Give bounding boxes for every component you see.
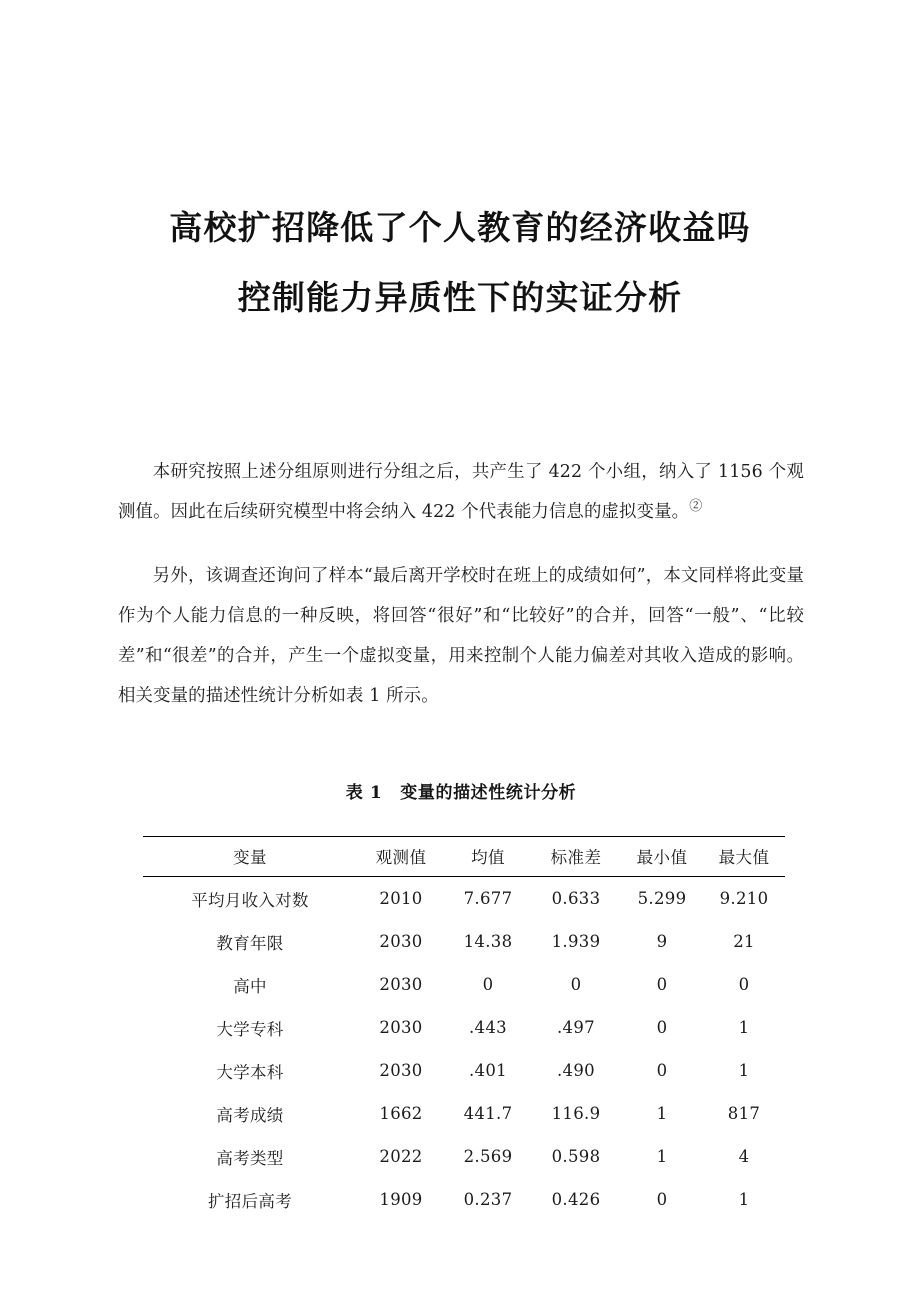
cell-mean: 0.237 xyxy=(463,1190,513,1209)
cell-std-dev: .497 xyxy=(557,1018,595,1037)
cell-maximum: 1 xyxy=(738,1190,750,1209)
cell-variable: 教育年限 xyxy=(216,933,284,953)
cell-std-dev: 116.9 xyxy=(551,1104,601,1123)
body-text-area xyxy=(118,452,804,716)
table-row xyxy=(143,877,785,921)
table-header xyxy=(143,837,785,877)
cell-std-dev: 0 xyxy=(570,975,582,994)
cell-variable: 平均月收入对数 xyxy=(191,890,309,910)
paragraph-2-text: 另外，该调查还询问了样本“最后离开学校时在班上的成绩如何”，本文同样将此变量作为个人能力信息的一种反映，将回答“很好”和“比较好”的合并，回答“一般”、“比较差”和“很差”的合并，产生一个虚拟变量，用来控制个人能力偏差对其收入造成的影响。相关变量的描述性统计分析如表 1 所示。 xyxy=(118,566,804,706)
cell-maximum: 0 xyxy=(738,975,750,994)
table-row xyxy=(143,1092,785,1135)
cell-observations: 2030 xyxy=(379,975,423,994)
cell-maximum: 4 xyxy=(738,1147,750,1166)
cell-variable: 大学专科 xyxy=(216,1019,284,1039)
descriptive-statistics-table-wrapper xyxy=(143,836,785,1221)
cell-variable: 高中 xyxy=(233,976,267,996)
cell-observations: 1909 xyxy=(379,1190,423,1209)
column-header-std-dev: 标准差 xyxy=(531,837,621,877)
cell-observations: 2030 xyxy=(379,1018,423,1037)
cell-mean: 0 xyxy=(482,975,494,994)
cell-mean: .401 xyxy=(469,1061,507,1080)
column-header-maximum: 最大值 xyxy=(703,837,785,877)
table-caption-title: 变量的描述性统计分析 xyxy=(400,783,577,803)
column-header-mean: 均值 xyxy=(445,837,531,877)
cell-minimum: 0 xyxy=(656,975,668,994)
cell-mean: 14.38 xyxy=(463,932,513,951)
table-row xyxy=(143,1178,785,1221)
table-header-row xyxy=(143,837,785,877)
cell-minimum: 9 xyxy=(656,932,668,951)
table-row xyxy=(143,1006,785,1049)
cell-variable: 大学本科 xyxy=(216,1062,284,1082)
title-line-subtitle: 控制能力异质性下的实证分析 xyxy=(237,278,683,317)
table-caption xyxy=(118,778,804,803)
cell-minimum: 0 xyxy=(656,1190,668,1209)
cell-observations: 2030 xyxy=(379,1061,423,1080)
cell-maximum: 1 xyxy=(738,1018,750,1037)
cell-observations: 2030 xyxy=(379,932,423,951)
descriptive-statistics-table xyxy=(143,836,785,1221)
cell-std-dev: 0.426 xyxy=(551,1190,601,1209)
table-row xyxy=(143,1049,785,1092)
cell-mean: 441.7 xyxy=(463,1104,513,1123)
cell-maximum: 21 xyxy=(733,932,755,951)
column-header-minimum: 最小值 xyxy=(621,837,703,877)
cell-observations: 1662 xyxy=(379,1104,423,1123)
table-row xyxy=(143,963,785,1006)
paragraph-1-text: 本研究按照上述分组原则进行分组之后，共产生了 422 个小组，纳入了 1156 个观测值。因此在后续研究模型中将会纳入 422 个代表能力信息的虚拟变量。 xyxy=(118,462,804,522)
paragraph-2 xyxy=(118,556,804,716)
cell-observations: 2010 xyxy=(379,889,423,908)
footnote-reference-2: ② xyxy=(689,499,703,515)
cell-maximum: 817 xyxy=(727,1104,761,1123)
cell-std-dev: 0.633 xyxy=(551,889,601,908)
title-line-primary: 高校扩招降低了个人教育的经济收益吗 xyxy=(169,208,751,247)
cell-minimum: 0 xyxy=(656,1061,668,1080)
cell-std-dev: 1.939 xyxy=(551,932,601,951)
cell-std-dev: .490 xyxy=(557,1061,595,1080)
cell-variable: 高考类型 xyxy=(216,1148,284,1168)
cell-maximum: 1 xyxy=(738,1061,750,1080)
cell-minimum: 1 xyxy=(656,1147,668,1166)
table-caption-label: 表 1 xyxy=(345,783,383,803)
cell-variable: 扩招后高考 xyxy=(208,1191,292,1211)
cell-minimum: 5.299 xyxy=(637,889,687,908)
document-title xyxy=(100,196,820,330)
cell-mean: .443 xyxy=(469,1018,507,1037)
cell-observations: 2022 xyxy=(379,1147,423,1166)
cell-minimum: 0 xyxy=(656,1018,668,1037)
paragraph-1 xyxy=(118,452,804,532)
cell-mean: 7.677 xyxy=(463,889,513,908)
table-row xyxy=(143,1135,785,1178)
table-body xyxy=(143,877,785,1222)
cell-mean: 2.569 xyxy=(463,1147,513,1166)
cell-minimum: 1 xyxy=(656,1104,668,1123)
table-row xyxy=(143,920,785,963)
cell-std-dev: 0.598 xyxy=(551,1147,601,1166)
cell-variable: 高考成绩 xyxy=(216,1105,284,1125)
column-header-variable: 变量 xyxy=(143,837,357,877)
column-header-observations: 观测值 xyxy=(357,837,445,877)
cell-maximum: 9.210 xyxy=(719,889,769,908)
